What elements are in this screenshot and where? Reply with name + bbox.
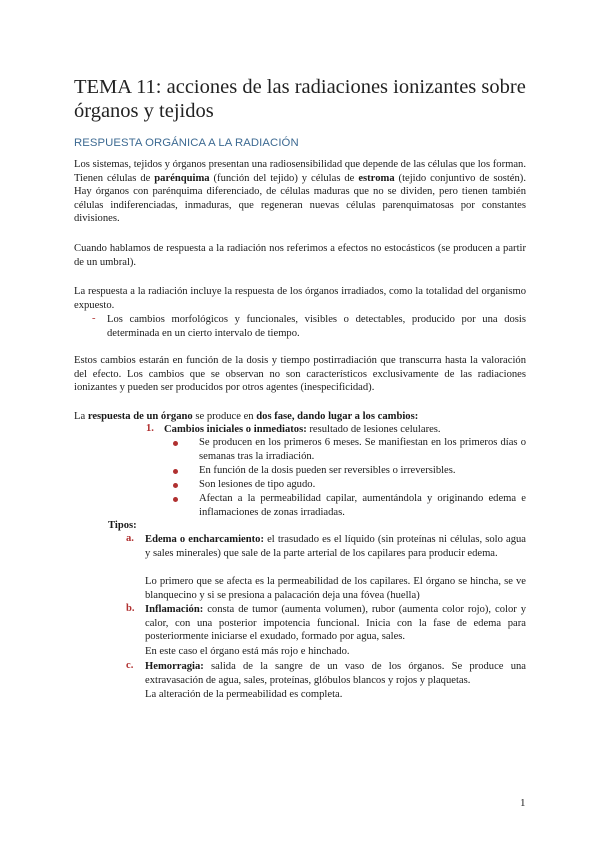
bullet-icon bbox=[173, 441, 178, 446]
bold-term-parenquima: parénquima bbox=[154, 172, 210, 184]
page-number: 1 bbox=[520, 797, 526, 809]
dash-item-text: Los cambios morfológicos y funcionales, visibles o detectables, producido por una dosis determinada en un cierto intervalo de tiempo. bbox=[107, 314, 526, 339]
text-run: (tejido conjuntivo de sostén). Hay órganos con parénquima diferenciado, de células maduras que no se dividen, pero tienen también células indiferenciadas, inmaduras, que regeneran nuevas células parenquimatosas por constantes divisiones. bbox=[74, 172, 526, 225]
tipo-edema bbox=[145, 533, 526, 560]
bold-term: dos fase, dando lugar a los cambios: bbox=[256, 411, 419, 422]
bullet-item: Afectan a la permeabilidad capilar, aumentándola y originando edema e inflamaciones de zonas irradiadas. bbox=[199, 493, 526, 518]
paragraph-radiosensitivity bbox=[74, 158, 526, 226]
bullet-icon bbox=[173, 483, 178, 488]
list-letter-a: a. bbox=[126, 533, 134, 544]
tipo-inflamacion-extra: En este caso el órgano está más rojo e hinchado. bbox=[145, 646, 350, 657]
paragraph-non-stochastic: Cuando hablamos de respuesta a la radiación nos referimos a efectos no estocásticos (se producen a partir de un umbral). bbox=[74, 243, 526, 268]
bullet-item: Son lesiones de tipo agudo. bbox=[199, 479, 316, 490]
paragraph-dose-time: Estos cambios estarán en función de la dosis y tiempo postirradiación que transcurra hasta la valoración del efecto. Los cambios que se observan no son característicos exclusivamente de las radiaciones ionizantes y pueden ser producidos por otros agentes (inespecificidad). bbox=[74, 355, 526, 394]
tipo-text: salida de la sangre de un vaso de los órganos. Se produce una extravasación de agua, sales, proteínas, glóbulos blancos y rojos y plaquetas. bbox=[145, 661, 526, 686]
bullet-icon bbox=[173, 497, 178, 502]
bold-term-estroma: estroma bbox=[358, 172, 395, 184]
tipo-text: consta de tumor (aumenta volumen), rubor (aumenta color rojo), color y calor, con una posterior impotencia funcional. Inicia con la fase de edema para posteriormente iniciarse el exudado, formado por agua, sales. bbox=[145, 604, 526, 643]
bullet-icon bbox=[173, 469, 178, 474]
text-run: Los sistemas, tejidos y órganos presentan una radiosensibilidad que depende de las células que los forman. Tienen células de bbox=[74, 159, 526, 184]
bullet-item: En función de la dosis pueden ser reversibles o irreversibles. bbox=[199, 465, 456, 476]
text-run: (función del tejido) y células de bbox=[209, 172, 359, 184]
dash-marker: - bbox=[92, 313, 96, 324]
tipo-label: Hemorragia: bbox=[145, 661, 204, 672]
page-title: TEMA 11: acciones de las radiaciones ionizantes sobre órganos y tejidos bbox=[74, 76, 526, 122]
list-number-1: 1. bbox=[146, 423, 154, 434]
bullet-item: Se producen en los primeros 6 meses. Se manifiestan en los primeros días o semanas tras la irradiación. bbox=[199, 437, 526, 462]
tipo-edema-extra: Lo primero que se afecta es la permeabilidad de los capilares. El órgano se hincha, se ve blanquecino y si se presiona a palacación deja una fóvea (huella) bbox=[145, 576, 526, 601]
tipo-hemorragia bbox=[145, 660, 526, 687]
tipo-text: el trasudado es el líquido (sin proteínas ni células, solo agua y sales minerales) que sale de la parte arterial de los capilares para producir edema. bbox=[145, 534, 526, 559]
text-run: La bbox=[74, 411, 88, 422]
item-text: resultado de lesiones celulares. bbox=[306, 424, 441, 435]
item-label: Cambios iniciales o inmediatos: bbox=[164, 424, 307, 435]
paragraph-organ-response: La respuesta a la radiación incluye la respuesta de los órganos irradiados, como la totalidad del organismo expuesto. bbox=[74, 286, 526, 311]
tipos-label: Tipos: bbox=[108, 520, 137, 531]
bold-term: respuesta de un órgano bbox=[87, 411, 193, 422]
list-item-initial-changes bbox=[164, 423, 524, 437]
list-letter-b: b. bbox=[126, 603, 135, 614]
tipo-hemorragia-extra: La alteración de la permeabilidad es completa. bbox=[145, 689, 343, 700]
tipo-inflamacion bbox=[145, 603, 526, 644]
tipo-label: Inflamación: bbox=[145, 604, 204, 615]
tipo-label: Edema o encharcamiento: bbox=[145, 534, 264, 545]
section-heading: RESPUESTA ORGÁNICA A LA RADIACIÓN bbox=[74, 137, 299, 149]
paragraph-two-phases bbox=[74, 410, 526, 424]
text-run: se produce en bbox=[192, 411, 257, 422]
list-letter-c: c. bbox=[126, 660, 134, 671]
